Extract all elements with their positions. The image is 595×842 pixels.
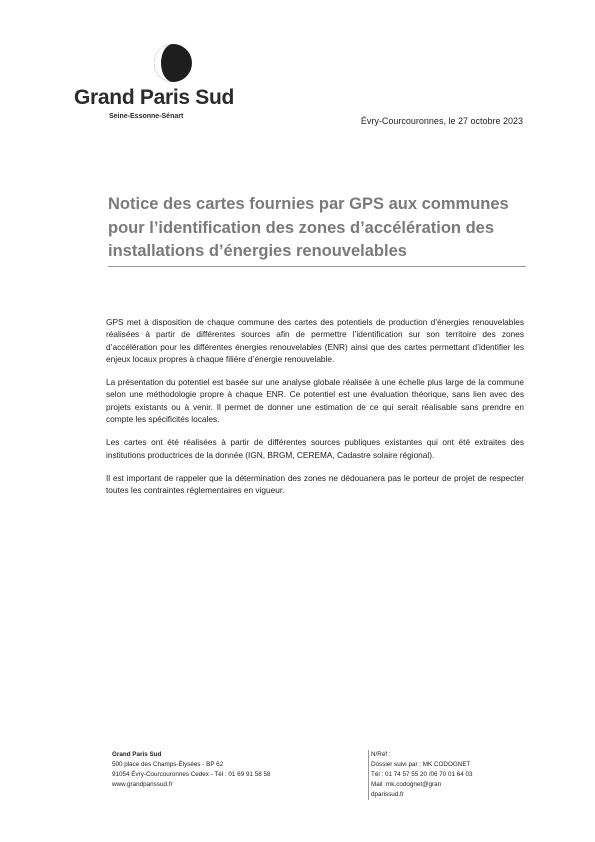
body-text [106,316,524,508]
footer-address [112,750,312,790]
logo-subtitle: Seine-Essonne-Sénart [109,113,184,120]
document-title [108,193,526,267]
title-line: installations d’énergies renouvelables [108,242,407,260]
footer-dossier: Dossier suivi par : MK CODOGNET [371,761,471,768]
footer-org-name: Grand Paris Sud [112,751,162,758]
footer-address-line: 500 place des Champs-Élysées - BP 62 [112,761,224,768]
title-line: Notice des cartes fournies par GPS aux communes [108,195,509,213]
paragraph: La présentation du potentiel est basée sur une analyse globale réalisée à une échelle plus large de la commune selon une méthodologie propre à chaque ENR. Ce potentiel est une évaluation théorique, sans lien avec des projets existants ou à venir. Il permet de donner une estimation de ce qui serait réalisable sans prendre en compte les spécificités locales. [106,377,524,425]
footer-mail-continued: dparissud.fr [371,791,404,798]
logo-name: Grand Paris Sud [74,86,235,109]
date-line: Évry-Courcouronnes, le 27 octobre 2023 [360,116,523,126]
paragraph: Il est important de rappeler que la détermination des zones ne dédouanera pas le porteur de projet de respecter toutes les contraintes réglementaires en vigueur. [106,472,524,496]
footer-reference: N/Réf : [371,751,391,758]
paragraph: GPS met à disposition de chaque commune des cartes des potentiels de production d’énergies renouvelables réalisées à partir de différentes sources afin de permettre l’identification sur son territoire des zones d’accélération pour les différentes énergies renouvelables (ENR) ainsi que des cartes permettant d’identifier les enjeux locaux propres à chaque filière d’énergie renouvelable. [106,317,524,364]
paragraph: Les cartes ont été réalisées à partir de différentes sources publiques existantes qui ont été extraites des institutions productrices de la donnée (IGN, BRGM, CEREMA, Cadastre solaire régional). [106,437,524,460]
title-line: pour l’identification des zones d’accélération des [108,218,495,237]
logo-mark-icon [152,42,194,84]
footer-phone: Tél : 01 74 57 55 20 /06 70 01 64 03 [371,771,473,778]
footer-contact [368,750,511,800]
organization-logo [74,42,235,126]
footer-mail: Mail :mk.codognet@gran [371,781,442,788]
footer-website: www.grandparissud.fr [112,781,173,788]
footer-address-line: 91054 Évry-Courcouronnes Cedex - Tél : 01 69 91 58 58 [112,771,271,778]
